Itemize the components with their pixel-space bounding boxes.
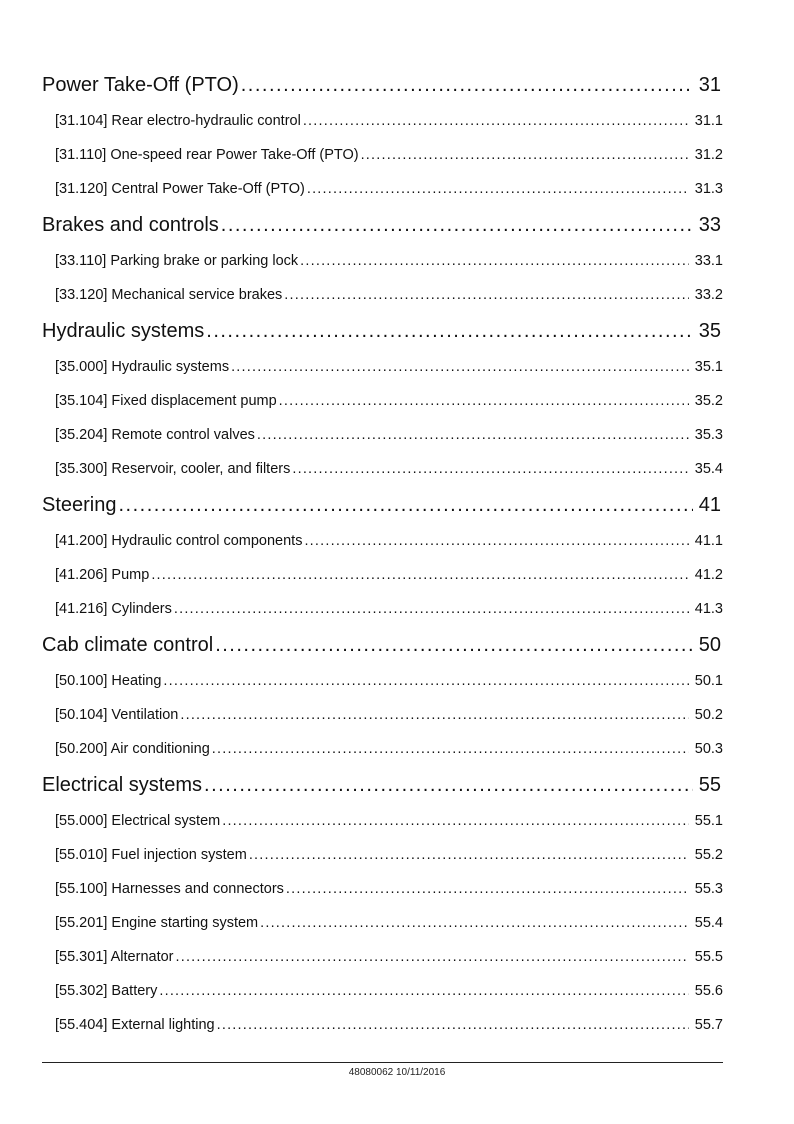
- toc-item-label: [50.200] Air conditioning: [55, 741, 210, 757]
- toc-section-title: Steering: [42, 494, 117, 516]
- toc-item-entry[interactable]: [42, 940, 723, 974]
- dot-leader: [292, 452, 688, 486]
- dot-leader: [361, 138, 689, 172]
- toc-item-label: [35.204] Remote control valves: [55, 427, 255, 443]
- toc-item-entry[interactable]: [42, 804, 723, 838]
- toc-section-title: Cab climate control: [42, 634, 214, 656]
- toc-item-page-number: 35.2: [694, 393, 723, 409]
- footer-divider: [42, 1062, 723, 1063]
- toc-section-page-number: 50: [698, 634, 721, 656]
- dot-leader: [151, 558, 688, 592]
- dot-leader: [119, 486, 693, 524]
- dot-leader: [215, 626, 693, 664]
- dot-leader: [286, 872, 689, 906]
- toc-item-label: [35.000] Hydraulic systems: [55, 359, 230, 375]
- toc-section-page-number: 55: [698, 774, 721, 796]
- toc-section-entry[interactable]: [42, 486, 723, 524]
- dot-leader: [284, 278, 688, 312]
- dot-leader: [241, 66, 693, 104]
- dot-leader: [279, 384, 689, 418]
- dot-leader: [206, 312, 692, 350]
- toc-item-page-number: 55.5: [694, 949, 723, 965]
- toc-item-label: [35.300] Reservoir, cooler, and filters: [55, 461, 291, 477]
- toc-item-label: [55.404] External lighting: [55, 1017, 215, 1033]
- toc-item-label: [31.120] Central Power Take-Off (PTO): [55, 181, 305, 197]
- dot-leader: [231, 350, 689, 384]
- toc-item-entry[interactable]: [42, 1008, 723, 1042]
- toc-item-label: [55.201] Engine starting system: [55, 915, 259, 931]
- toc-item-entry[interactable]: [42, 278, 723, 312]
- toc-item-page-number: 31.2: [694, 147, 723, 163]
- toc-item-page-number: 55.3: [694, 881, 723, 897]
- toc-item-page-number: 35.4: [694, 461, 723, 477]
- toc-section-page-number: 33: [698, 214, 721, 236]
- dot-leader: [249, 838, 689, 872]
- dot-leader: [300, 244, 689, 278]
- toc-item-label: [55.302] Battery: [55, 983, 158, 999]
- toc-item-entry[interactable]: [42, 138, 723, 172]
- toc-item-label: [33.110] Parking brake or parking lock: [55, 253, 299, 269]
- toc-section-page-number: 41: [698, 494, 721, 516]
- toc-item-entry[interactable]: [42, 664, 723, 698]
- toc-item-page-number: 55.2: [694, 847, 723, 863]
- toc-section-page-number: 31: [698, 74, 721, 96]
- toc-item-page-number: 55.4: [694, 915, 723, 931]
- toc-item-label: [50.104] Ventilation: [55, 707, 179, 723]
- toc-section-title: Brakes and controls: [42, 214, 219, 236]
- toc-item-label: [31.110] One-speed rear Power Take-Off (PTO): [55, 147, 359, 163]
- dot-leader: [307, 172, 689, 206]
- toc-item-page-number: 31.1: [694, 113, 723, 129]
- toc-item-entry[interactable]: [42, 384, 723, 418]
- toc-section-entry[interactable]: [42, 766, 723, 804]
- dot-leader: [163, 664, 688, 698]
- toc-section-entry[interactable]: [42, 66, 723, 104]
- dot-leader: [221, 206, 693, 244]
- toc-item-entry[interactable]: [42, 558, 723, 592]
- toc-item-page-number: 33.1: [694, 253, 723, 269]
- toc-item-page-number: 31.3: [694, 181, 723, 197]
- toc-item-label: [41.200] Hydraulic control components: [55, 533, 303, 549]
- toc-item-label: [50.100] Heating: [55, 673, 162, 689]
- toc-item-page-number: 41.2: [694, 567, 723, 583]
- toc-section-entry[interactable]: [42, 206, 723, 244]
- toc-section-title: Hydraulic systems: [42, 320, 205, 342]
- dot-leader: [257, 418, 689, 452]
- toc-item-page-number: 33.2: [694, 287, 723, 303]
- dot-leader: [176, 940, 689, 974]
- toc-item-page-number: 35.3: [694, 427, 723, 443]
- table-of-contents: [42, 66, 723, 1042]
- dot-leader: [304, 524, 688, 558]
- toc-section-entry[interactable]: [42, 312, 723, 350]
- toc-item-entry[interactable]: [42, 418, 723, 452]
- dot-leader: [303, 104, 689, 138]
- toc-item-label: [35.104] Fixed displacement pump: [55, 393, 277, 409]
- toc-item-page-number: 50.1: [694, 673, 723, 689]
- toc-item-entry[interactable]: [42, 452, 723, 486]
- toc-item-page-number: 35.1: [694, 359, 723, 375]
- toc-item-page-number: 50.2: [694, 707, 723, 723]
- toc-item-label: [55.100] Harnesses and connectors: [55, 881, 284, 897]
- toc-item-label: [55.010] Fuel injection system: [55, 847, 247, 863]
- toc-item-page-number: 41.3: [694, 601, 723, 617]
- dot-leader: [159, 974, 688, 1008]
- toc-item-label: [55.301] Alternator: [55, 949, 174, 965]
- toc-item-entry[interactable]: [42, 524, 723, 558]
- toc-item-entry[interactable]: [42, 104, 723, 138]
- toc-item-entry[interactable]: [42, 244, 723, 278]
- toc-item-entry[interactable]: [42, 974, 723, 1008]
- toc-item-label: [41.206] Pump: [55, 567, 150, 583]
- toc-item-page-number: 55.1: [694, 813, 723, 829]
- toc-section-entry[interactable]: [42, 626, 723, 664]
- toc-item-entry[interactable]: [42, 592, 723, 626]
- toc-item-page-number: 41.1: [694, 533, 723, 549]
- footer-doc-id-date: 48080062 10/11/2016: [348, 1067, 446, 1078]
- dot-leader: [217, 1008, 689, 1042]
- toc-item-page-number: 50.3: [694, 741, 723, 757]
- dot-leader: [260, 906, 689, 940]
- toc-section-title: Electrical systems: [42, 774, 203, 796]
- toc-item-page-number: 55.6: [694, 983, 723, 999]
- toc-item-entry[interactable]: [42, 838, 723, 872]
- toc-item-entry[interactable]: [42, 872, 723, 906]
- toc-item-page-number: 55.7: [694, 1017, 723, 1033]
- toc-item-entry[interactable]: [42, 698, 723, 732]
- toc-section-page-number: 35: [698, 320, 721, 342]
- dot-leader: [204, 766, 693, 804]
- toc-item-label: [33.120] Mechanical service brakes: [55, 287, 283, 303]
- dot-leader: [212, 732, 689, 766]
- toc-item-entry[interactable]: [42, 350, 723, 384]
- toc-item-entry[interactable]: [42, 732, 723, 766]
- dot-leader: [222, 804, 689, 838]
- dot-leader: [174, 592, 689, 626]
- toc-item-label: [41.216] Cylinders: [55, 601, 172, 617]
- toc-item-label: [55.000] Electrical system: [55, 813, 221, 829]
- toc-item-entry[interactable]: [42, 172, 723, 206]
- toc-section-title: Power Take-Off (PTO): [42, 74, 239, 96]
- dot-leader: [180, 698, 688, 732]
- toc-item-label: [31.104] Rear electro-hydraulic control: [55, 113, 301, 129]
- toc-item-entry[interactable]: [42, 906, 723, 940]
